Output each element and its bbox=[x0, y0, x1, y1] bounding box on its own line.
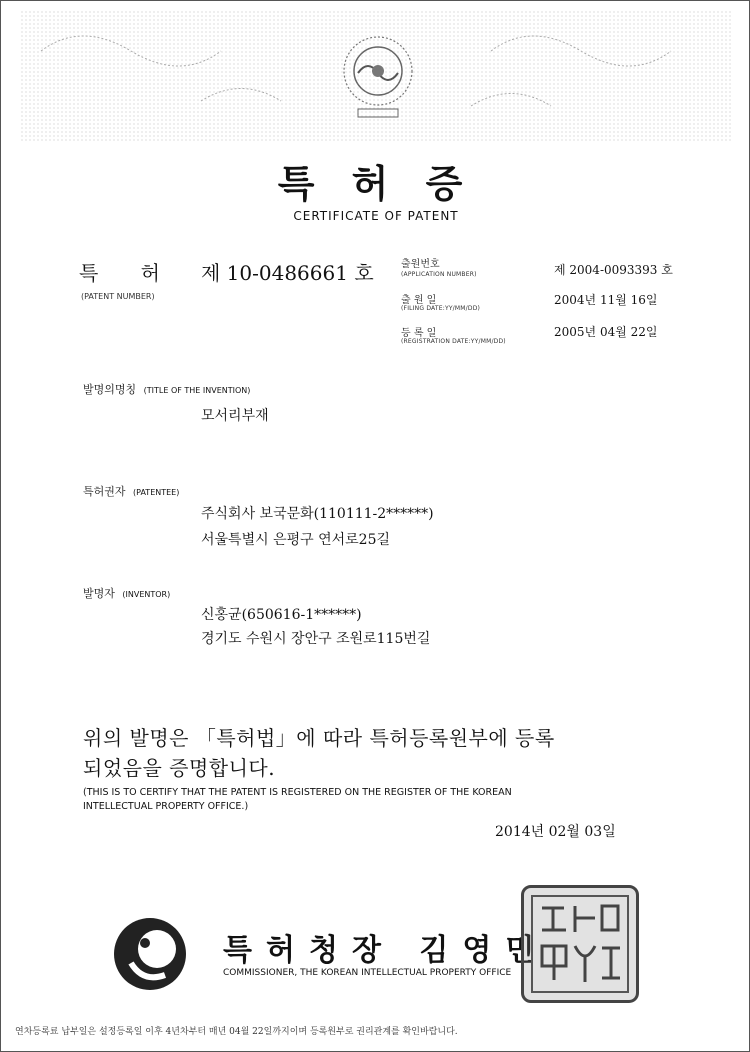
invention-label-ko: 발명의명칭 bbox=[83, 383, 137, 396]
patentee-address: 서울특별시 은평구 연서로25길 bbox=[201, 532, 391, 548]
certificate-title: 특 허 증 bbox=[277, 162, 475, 206]
certification-en-line1: (THIS IS TO CERTIFY THAT THE PATENT IS REGISTERED ON THE REGISTER OF THE KOREAN bbox=[83, 787, 512, 798]
official-seal bbox=[521, 885, 639, 1003]
inventor-label-ko: 발명자 bbox=[83, 587, 115, 600]
registration-date-value: 2005년 04월 22일 bbox=[554, 325, 658, 339]
commissioner-title-en: COMMISSIONER, THE KOREAN INTELLECTUAL PROPERTY OFFICE bbox=[223, 968, 512, 978]
patent-number-label: 특 허 bbox=[79, 261, 178, 285]
patentee-label-ko: 특허권자 bbox=[83, 485, 126, 498]
registration-date-label: 등 록 일 bbox=[401, 328, 437, 339]
commissioner-name: 특허청장 김영민 bbox=[223, 933, 549, 968]
filing-date-sub: (FILING DATE:YY/MM/DD) bbox=[401, 305, 481, 312]
certification-ko-line2: 되었음을 증명합니다. bbox=[83, 756, 276, 780]
seal-glyph-icon bbox=[530, 894, 630, 994]
certification-ko-line1: 위의 발명은 「특허법」에 따라 특허등록원부에 등록 bbox=[83, 726, 555, 750]
footer-note: 연차등록료 납부일은 설정등록일 이후 4년차부터 매년 04월 22일까지이며 등록원부로 권리관계를 확인바랍니다. bbox=[15, 1027, 458, 1037]
patentee-label-en: (PATENTEE) bbox=[133, 488, 180, 497]
certification-en-line2: INTELLECTUAL PROPERTY OFFICE.) bbox=[83, 801, 249, 812]
application-number-value: 제 2004-0093393 호 bbox=[554, 263, 673, 277]
inventor-label-en: (INVENTOR) bbox=[122, 590, 171, 599]
patent-number-sub: (PATENT NUMBER) bbox=[81, 292, 155, 301]
invention-label bbox=[83, 381, 250, 397]
application-number-sub: (APPLICATION NUMBER) bbox=[401, 271, 477, 278]
inventor-address: 경기도 수원시 장안구 조원로115번길 bbox=[201, 631, 431, 647]
patent-number-value: 제 10-0486661 호 bbox=[201, 261, 374, 285]
inventor-name: 신홍균(650616-1******) bbox=[201, 607, 362, 623]
patentee-name: 주식회사 보국문화(110111-2******) bbox=[201, 506, 434, 522]
issue-date: 2014년 02월 03일 bbox=[495, 824, 616, 840]
filing-date-label: 출 원 일 bbox=[401, 295, 437, 306]
registration-date-sub: (REGISTRATION DATE:YY/MM/DD) bbox=[401, 338, 506, 345]
application-number-label: 출원번호 bbox=[401, 259, 440, 270]
patentee-label bbox=[83, 483, 179, 499]
national-emblem-icon bbox=[336, 29, 420, 129]
filing-date-value: 2004년 11월 16일 bbox=[554, 293, 658, 307]
inventor-label bbox=[83, 585, 170, 601]
invention-title: 모서리부재 bbox=[201, 408, 269, 424]
kipo-logo-icon bbox=[109, 913, 191, 995]
certificate-subtitle: CERTIFICATE OF PATENT bbox=[293, 209, 459, 223]
invention-label-en: (TITLE OF THE INVENTION) bbox=[143, 386, 251, 395]
